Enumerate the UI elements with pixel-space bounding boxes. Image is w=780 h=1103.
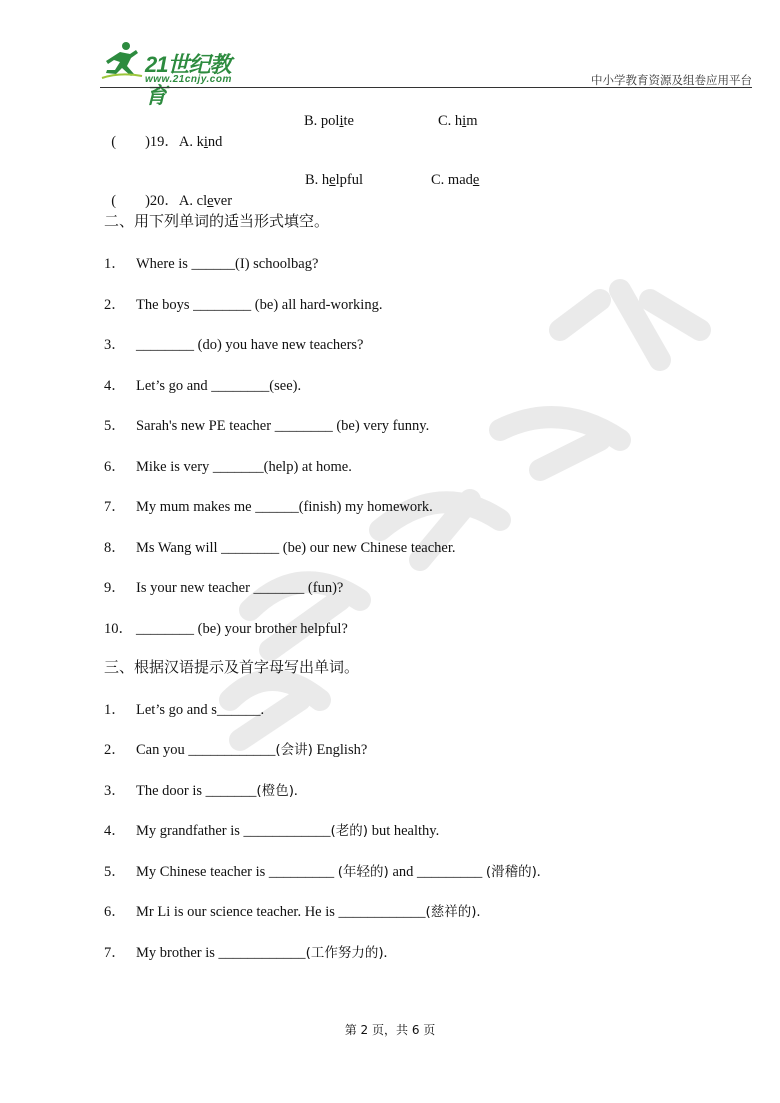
item-text: Can you ____________ bbox=[136, 742, 276, 758]
section-3-title: 三、根据汉语提示及首字母写出单词。 bbox=[104, 658, 360, 676]
item-number: 2． bbox=[104, 297, 126, 313]
s2-item bbox=[104, 333, 364, 354]
item-text: The door is _______ bbox=[136, 783, 257, 799]
chinese-hint: (滑稽的) bbox=[485, 864, 537, 880]
item-number: 6． bbox=[104, 904, 126, 920]
page-header bbox=[0, 0, 780, 108]
item-text: My Chinese teacher is bbox=[136, 864, 269, 880]
q20-number: ( )20．A. cl bbox=[111, 193, 208, 209]
item-number: 10． bbox=[104, 621, 133, 637]
chinese-hint: (年轻的) bbox=[337, 864, 389, 880]
item-text-end: . bbox=[476, 904, 481, 920]
item-text: Mr Li is our science teacher. He is ____________ bbox=[136, 904, 426, 920]
chinese-hint: (慈祥的) bbox=[425, 904, 477, 920]
item-text-end: . bbox=[383, 945, 388, 961]
s3-item bbox=[104, 900, 480, 921]
logo-text: 21世纪教育 bbox=[145, 52, 231, 108]
answer-blank: _________ bbox=[417, 864, 483, 880]
answer-blank: _________ bbox=[268, 864, 335, 880]
item-number: 6． bbox=[104, 459, 126, 475]
item-number: 5． bbox=[104, 418, 126, 434]
q20-a-underlined: e bbox=[207, 193, 214, 209]
chinese-hint: (橙色) bbox=[256, 783, 294, 799]
s2-item bbox=[104, 252, 318, 273]
item-text: ________ (be) your brother helpful? bbox=[136, 621, 348, 637]
item-text: Where is ______(I) schoolbag? bbox=[136, 256, 319, 272]
s3-item bbox=[104, 819, 439, 840]
item-number: 7． bbox=[104, 945, 126, 961]
q20-a-rest: ver bbox=[213, 193, 233, 209]
item-text-end: English? bbox=[312, 742, 368, 758]
runner-logo-icon bbox=[100, 40, 144, 80]
item-number: 1． bbox=[104, 256, 126, 272]
item-text: Is your new teacher _______ (fun)? bbox=[136, 580, 344, 596]
item-text: Let’s go and s______. bbox=[136, 702, 265, 718]
item-text: Sarah's new PE teacher ________ (be) very funny. bbox=[136, 418, 430, 434]
s2-item bbox=[104, 617, 348, 638]
item-text-end: but healthy. bbox=[368, 823, 440, 839]
q20-option-b: B. helpful bbox=[305, 172, 363, 188]
q19-number: ( )19．A. k bbox=[111, 134, 204, 150]
item-text-mid: and bbox=[388, 864, 417, 880]
item-text: My mum makes me ______(finish) my homework. bbox=[136, 499, 433, 515]
s2-item bbox=[104, 536, 456, 557]
q20-stem bbox=[111, 193, 232, 209]
item-text: Ms Wang will ________ (be) our new Chinese teacher. bbox=[136, 540, 456, 556]
site-logo bbox=[100, 40, 250, 108]
item-number: 4． bbox=[104, 823, 126, 839]
item-number: 1． bbox=[104, 702, 126, 718]
q19-option-c: C. him bbox=[438, 113, 478, 129]
s3-item bbox=[104, 779, 298, 800]
item-number: 5． bbox=[104, 864, 126, 880]
s3-item bbox=[104, 941, 387, 962]
item-number: 9． bbox=[104, 580, 126, 596]
item-text: The boys ________ (be) all hard-working. bbox=[136, 297, 383, 313]
section-2-title: 二、用下列单词的适当形式填空。 bbox=[104, 212, 330, 230]
s3-item-5 bbox=[104, 860, 541, 881]
page-footer: 第 2 页，共 6 页 bbox=[344, 1023, 436, 1037]
item-text-end: . bbox=[536, 864, 541, 880]
s3-item bbox=[104, 698, 264, 719]
chinese-hint: (工作努力的) bbox=[305, 945, 384, 961]
s2-item bbox=[104, 576, 343, 597]
item-number: 3． bbox=[104, 337, 126, 353]
item-text: Mike is very _______(help) at home. bbox=[136, 459, 352, 475]
q19-stem bbox=[111, 134, 222, 150]
s2-item bbox=[104, 455, 352, 476]
chinese-hint: (会讲) bbox=[275, 742, 313, 758]
q20-option-c: C. made bbox=[431, 172, 480, 188]
item-number: 4． bbox=[104, 378, 126, 394]
q19-a-underlined: i bbox=[203, 134, 208, 150]
item-number: 8． bbox=[104, 540, 126, 556]
item-text: My grandfather is ____________ bbox=[136, 823, 331, 839]
item-number: 7． bbox=[104, 499, 126, 515]
s3-item bbox=[104, 738, 367, 759]
s2-item bbox=[104, 293, 382, 314]
item-text-end: . bbox=[293, 783, 298, 799]
logo-url: www.21cnjy.com bbox=[145, 74, 232, 85]
item-text: ________ (do) you have new teachers? bbox=[136, 337, 364, 353]
q19-a-rest: nd bbox=[207, 134, 223, 150]
item-text: Let’s go and ________(see). bbox=[136, 378, 302, 394]
s2-item bbox=[104, 414, 429, 435]
item-number: 3． bbox=[104, 783, 126, 799]
header-platform-text: 中小学教育资源及组卷应用平台 bbox=[591, 73, 752, 87]
item-text: My brother is ____________ bbox=[136, 945, 306, 961]
s2-item bbox=[104, 374, 301, 395]
s2-item bbox=[104, 495, 433, 516]
header-divider bbox=[100, 87, 752, 88]
item-number: 2． bbox=[104, 742, 126, 758]
chinese-hint: (老的) bbox=[330, 823, 369, 839]
q19-option-b: B. polite bbox=[304, 113, 354, 129]
question-20 bbox=[104, 172, 480, 244]
